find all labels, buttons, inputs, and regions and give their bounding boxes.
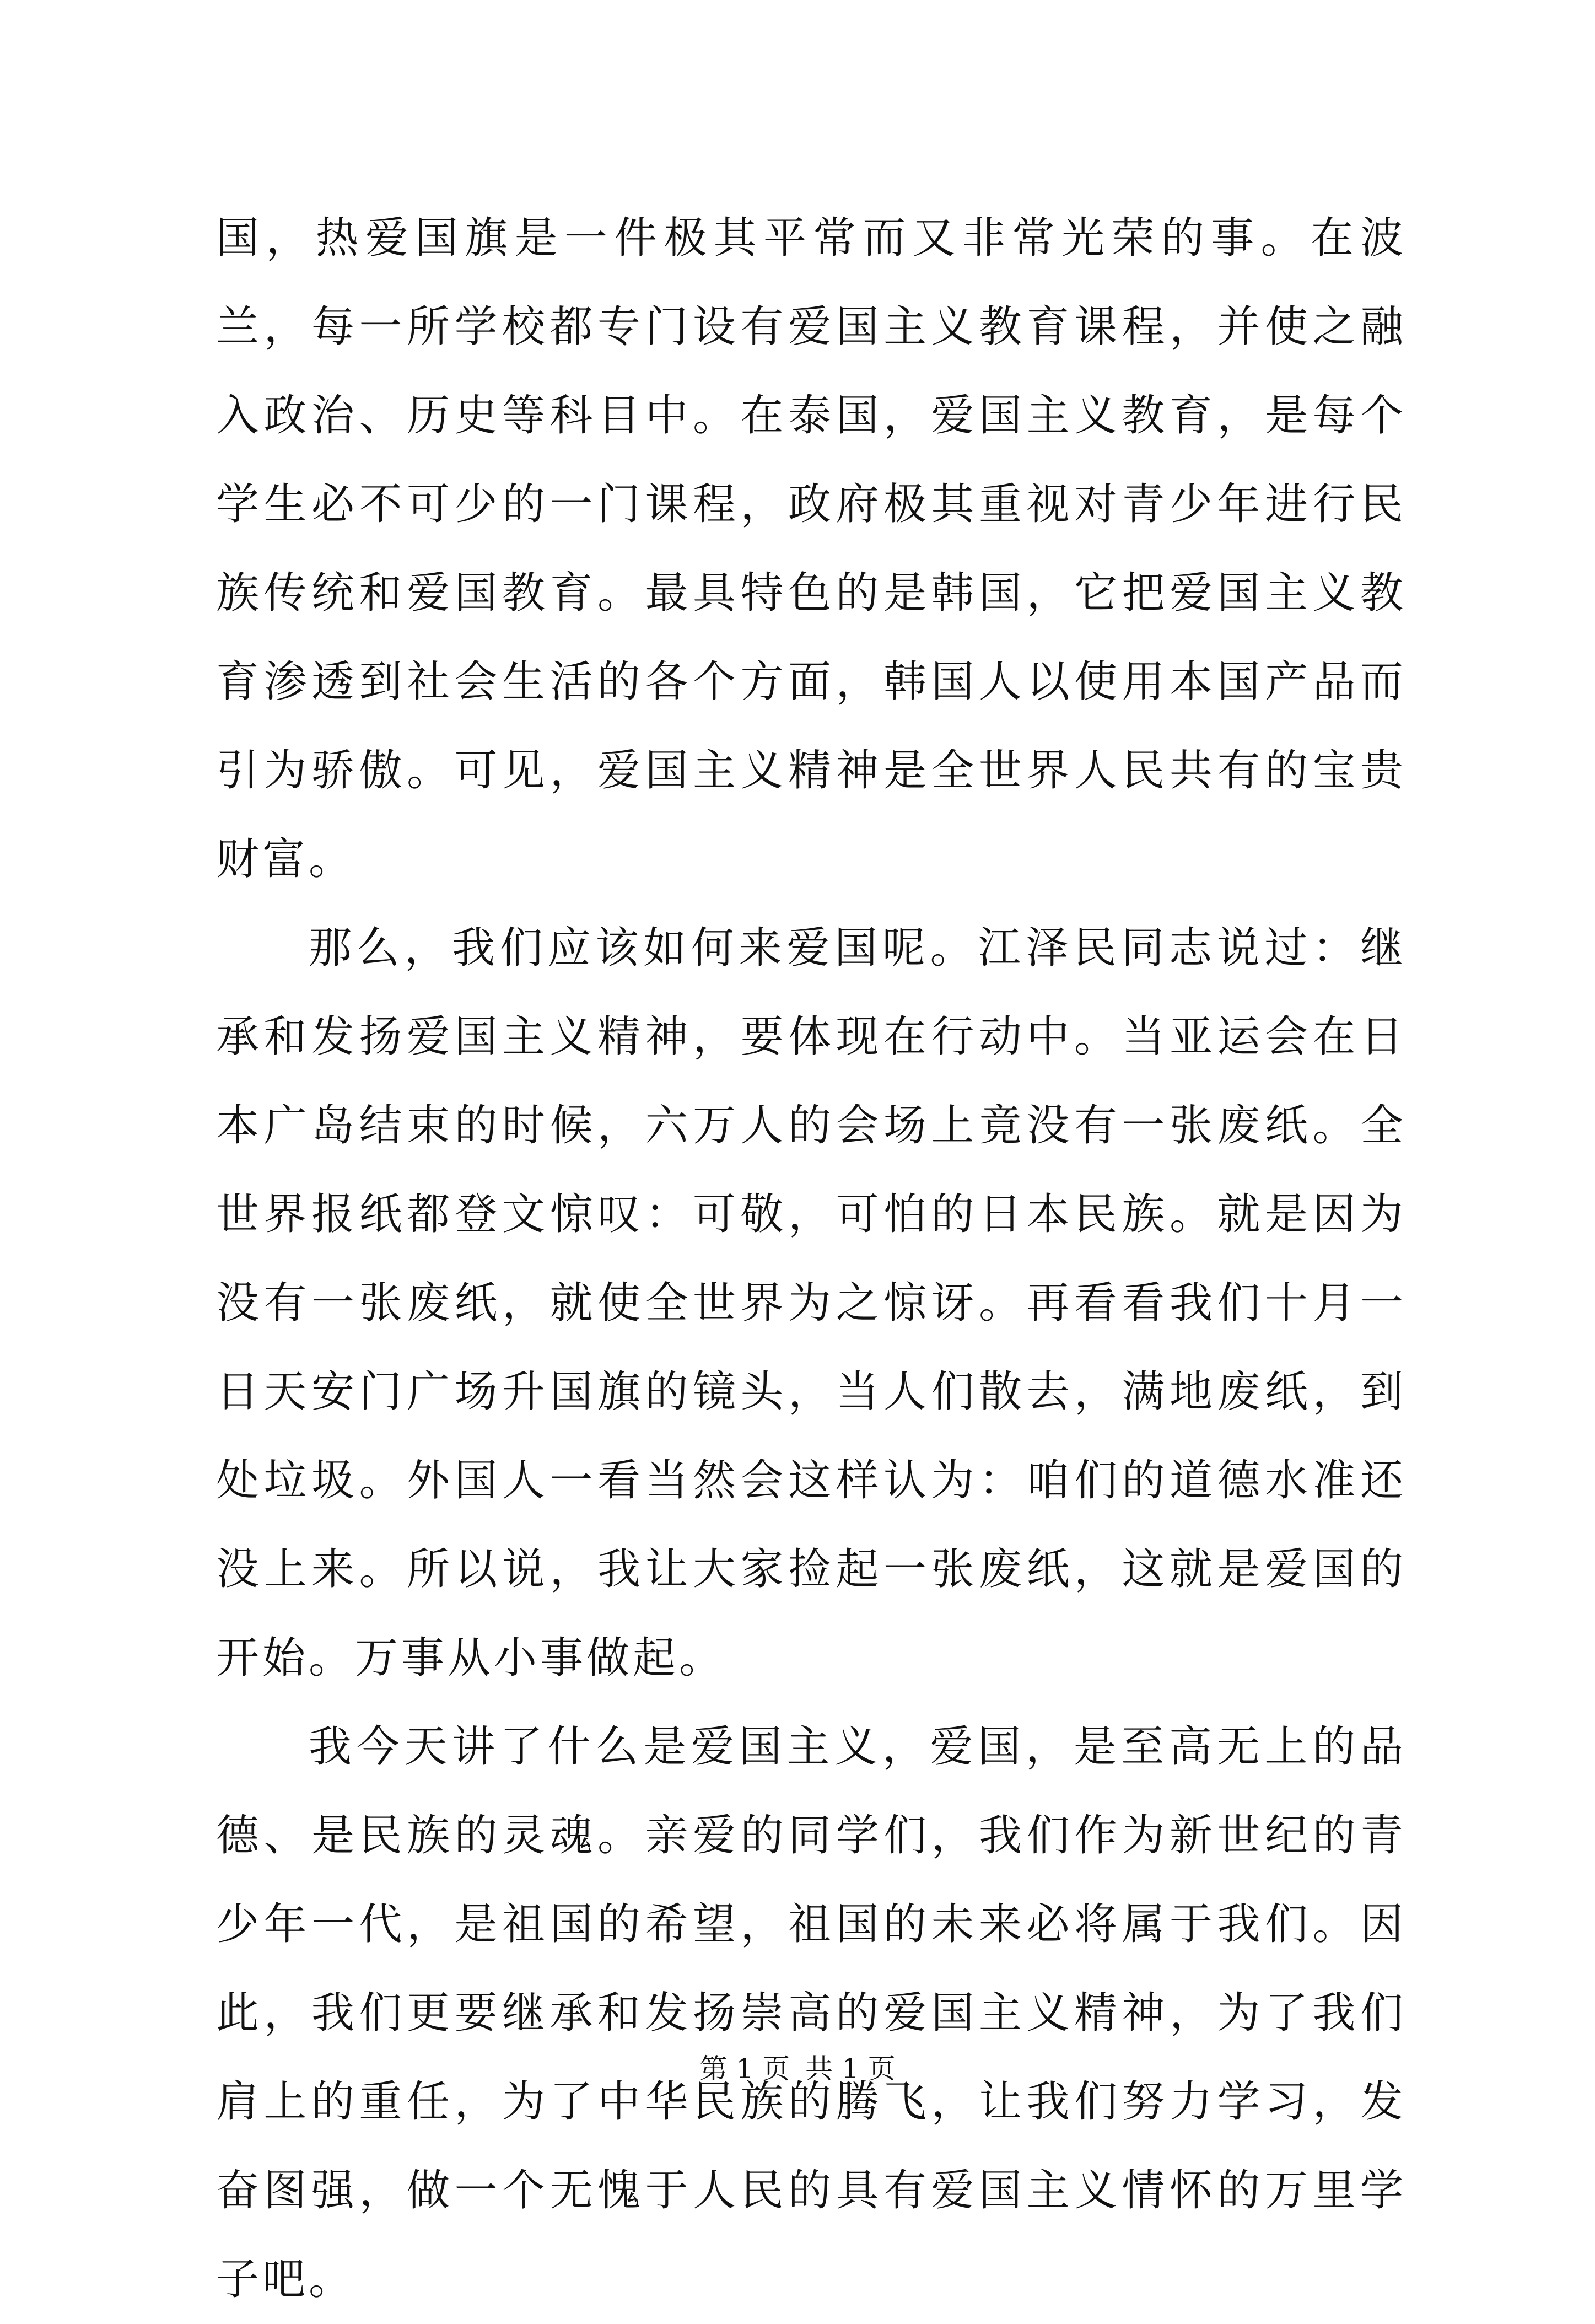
page-total: 共 1 页 (805, 2053, 896, 2085)
page-number: 第 1 页 (699, 2053, 790, 2085)
paragraph-1: 国，热爱国旗是一件极其平常而又非常光荣的事。在波兰，每一所学校都专门设有爱国主义教育课程，并使之融入政治、历史等科目中。在泰国，爱国主义教育，是每个学生必不可少的一门课程，政府极其重视对青少年进行民族传统和爱国教育。最具特色的是韩国，它把爱国主义教育渗透到社会生活的各个方面，韩国人以使用本国产品而引为骄傲。可见，爱国主义精神是全世界人民共有的宝贵财富。 (216, 213, 1407, 884)
page-footer (0, 2049, 1595, 2088)
document-body (216, 194, 1407, 2324)
paragraph-3: 我今天讲了什么是爱国主义，爱国，是至高无上的品德、是民族的灵魂。亲爱的同学们，我们作为新世纪的青少年一代，是祖国的希望，祖国的未来必将属于我们。因此，我们更要继承和发扬崇高的爱国主义精神，为了我们肩上的重任，为了中华民族的腾飞，让我们努力学习，发奋图强，做一个无愧于人民的具有爱国主义情怀的万里学子吧。 (216, 1722, 1407, 2304)
paragraph-2: 那么，我们应该如何来爱国呢。江泽民同志说过：继承和发扬爱国主义精神，要体现在行动中。当亚运会在日本广岛结束的时候，六万人的会场上竟没有一张废纸。全世界报纸都登文惊叹：可敬，可怕的日本民族。就是因为没有一张废纸，就使全世界为之惊讶。再看看我们十月一日天安门广场升国旗的镜头，当人们散去，满地废纸，到处垃圾。外国人一看当然会这样认为：咱们的道德水准还没上来。所以说，我让大家捡起一张废纸，这就是爱国的开始。万事从小事做起。 (216, 923, 1407, 1683)
